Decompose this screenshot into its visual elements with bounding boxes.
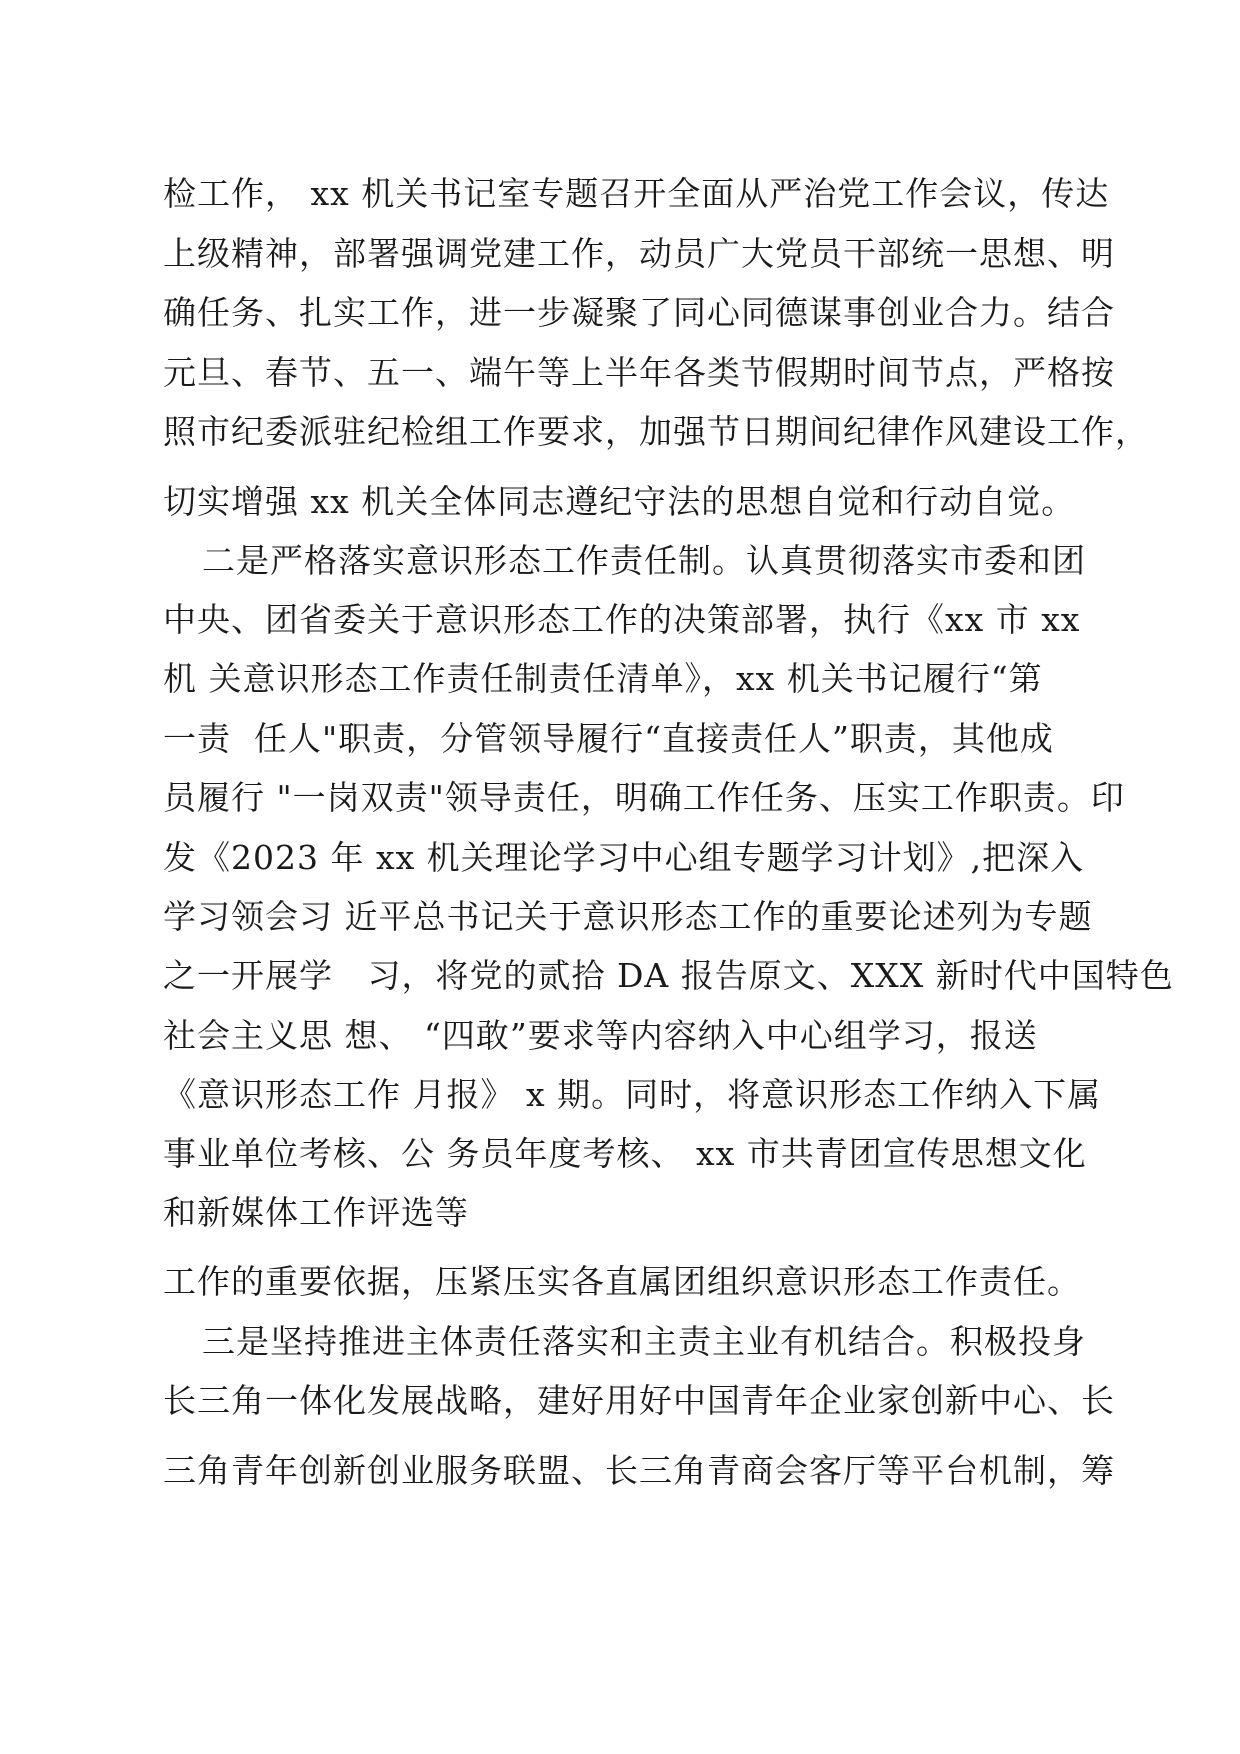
- text-line: 三角青年创新创业服务联盟、长三角青商会客厅等平台机制，筹: [163, 1451, 1115, 1490]
- text-line: 和新媒体工作评选等: [163, 1193, 469, 1232]
- text-line: 一责 任人"职责，分管领导履行“直接责任人”职责，其他成: [163, 719, 1054, 758]
- text-line: 发《2023 年 xx 机关理论学习中心组专题学习计划》,把深入: [163, 838, 1085, 877]
- text-line: 元旦、春节、五一、端午等上半年各类节假期时间节点，严格按: [163, 353, 1115, 392]
- paragraph-start-line: 三是坚持推进主体责任落实和主责主业有机结合。积极投身: [202, 1322, 1086, 1361]
- text-line: 学习领会习 近平总书记关于意识形态工作的重要论述列为专题: [163, 897, 1093, 936]
- text-line: 机 关意识形态工作责任制责任清单》，xx 机关书记履行“第: [163, 659, 1043, 698]
- text-line: 长三角一体化发展战略，建好用好中国青年企业家创新中心、长: [163, 1381, 1115, 1420]
- paragraph-start-line: 二是严格落实意识形态工作责任制。认真贯彻落实市委和团: [202, 541, 1086, 580]
- text-line: 之一开展学 习，将党的贰拾 DA 报告原文、XXX 新时代中国特色: [163, 956, 1174, 995]
- text-line: 社会主义思 想、 “四敢”要求等内容纳入中心组学习，报送: [163, 1016, 1038, 1055]
- text-line: 确任务、扎实工作，进一步凝聚了同心同德谋事创业合力。结合: [163, 293, 1115, 332]
- text-line: 中央、团省委关于意识形态工作的决策部署，执行《xx 市 xx: [163, 600, 1081, 639]
- text-line: 工作的重要依据，压紧压实各直属团组织意识形态工作责任。: [163, 1262, 1081, 1301]
- text-line: 事业单位考核、公 务员年度考核、 xx 市共青团宣传思想文化: [163, 1134, 1087, 1173]
- text-line: 员履行 "一岗双责"领导责任，明确工作任务、压实工作职责。印: [163, 778, 1125, 817]
- text-line: 上级精神，部署强调党建工作，动员广大党员干部统一思想、明: [163, 234, 1115, 273]
- text-line: 照市纪委派驻纪检组工作要求，加强节日期间纪律作风建设工作，: [163, 412, 1149, 451]
- text-line: 切实增强 xx 机关全体同志遵纪守法的思想自觉和行动自觉。: [163, 482, 1076, 521]
- text-line: 检工作， xx 机关书记室专题召开全面从严治党工作会议，传达: [163, 174, 1110, 213]
- text-line: 《意识形态工作 月报》 x 期。同时，将意识形态工作纳入下属: [163, 1075, 1102, 1114]
